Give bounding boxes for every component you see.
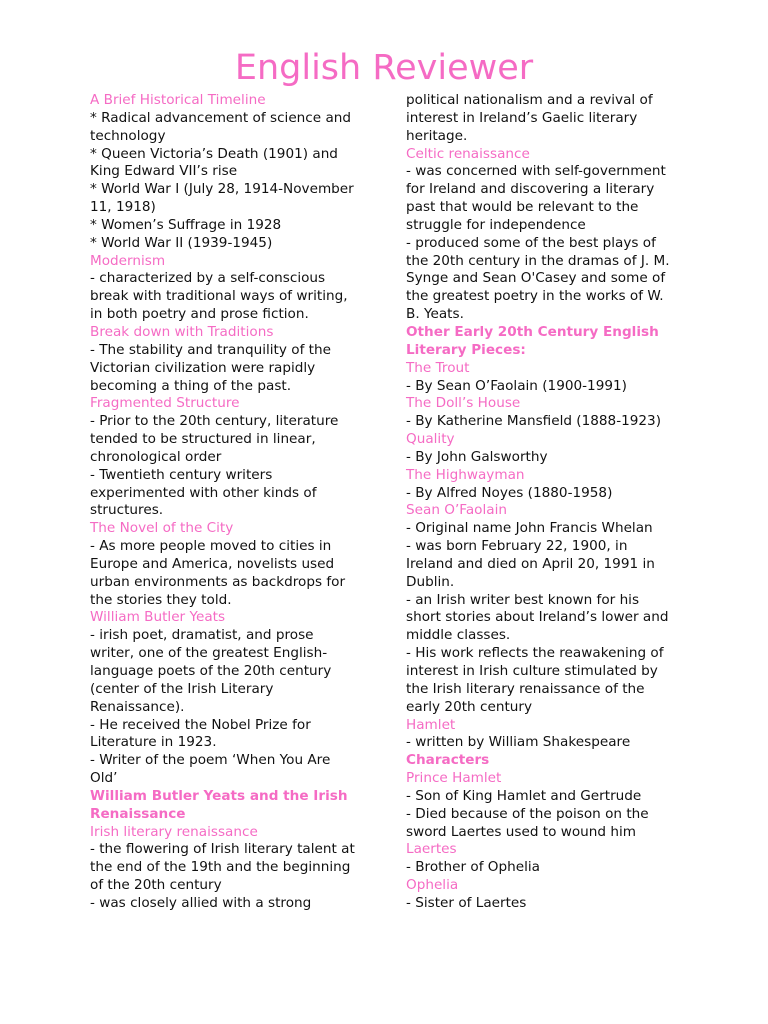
subheading: Break down with Traditions xyxy=(90,323,274,340)
body-text-line: - characterized by a self-conscious xyxy=(90,270,326,287)
body-text-line: Synge and Sean O'Casey and some of xyxy=(406,270,666,287)
body-text-line: - written by William Shakespeare xyxy=(406,734,631,751)
subheading: Quality xyxy=(406,431,455,448)
body-text-line: short stories about Ireland’s lower and xyxy=(406,609,669,626)
body-text-line: - was concerned with self-government xyxy=(406,163,666,180)
body-text-line: the 20th century in the dramas of J. M. xyxy=(406,252,670,269)
subheading: Ophelia xyxy=(406,877,459,894)
body-text-line: Ireland and died on April 20, 1991 in xyxy=(406,555,655,572)
body-text-line: middle classes. xyxy=(406,627,511,644)
body-text-line: - His work reflects the reawakening of xyxy=(406,645,664,662)
body-text-line: - By John Galsworthy xyxy=(406,448,548,465)
section-heading: Characters xyxy=(406,752,490,769)
subheading: The Highwayman xyxy=(406,466,525,483)
body-text-line: - irish poet, dramatist, and prose xyxy=(90,627,314,644)
body-text-line: * World War II (1939-1945) xyxy=(90,234,273,251)
body-text-line: - Twentieth century writers xyxy=(90,466,273,483)
body-text-line: Victorian civilization were rapidly xyxy=(90,359,316,376)
body-text-line: tended to be structured in linear, xyxy=(90,431,316,448)
body-text-line: - By Sean O’Faolain (1900-1991) xyxy=(406,377,627,394)
body-text-line: writer, one of the greatest English- xyxy=(90,645,328,662)
subheading: The Doll’s House xyxy=(406,395,521,412)
section-heading: Literary Pieces: xyxy=(406,341,526,358)
subheading: Irish literary renaissance xyxy=(90,823,258,840)
subheading: The Trout xyxy=(406,359,470,376)
body-text-line: - was born February 22, 1900, in xyxy=(406,538,628,555)
body-text-line: - Brother of Ophelia xyxy=(406,859,540,876)
body-text-line: - Son of King Hamlet and Gertrude xyxy=(406,787,642,804)
subheading: William Butler Yeats xyxy=(90,609,226,626)
body-text-line: the end of the 19th and the beginning xyxy=(90,859,351,876)
body-text-line: - Sister of Laertes xyxy=(406,894,527,911)
body-text-line: struggle for independence xyxy=(406,216,586,233)
body-text-line: experimented with other kinds of xyxy=(90,484,317,501)
body-text-line: - Original name John Francis Whelan xyxy=(406,520,653,537)
body-text-line: Old’ xyxy=(90,770,118,787)
body-text-line: Literature in 1923. xyxy=(90,734,217,751)
body-text-line: - By Alfred Noyes (1880-1958) xyxy=(406,484,613,501)
body-text-line: technology xyxy=(90,127,166,144)
subheading: The Novel of the City xyxy=(90,520,234,537)
body-text-line: structures. xyxy=(90,502,164,519)
body-text-line: heritage. xyxy=(406,127,468,144)
body-text-line: of the 20th century xyxy=(90,877,222,894)
body-text-line: - Died because of the poison on the xyxy=(406,805,649,822)
body-text-line: King Edward VII’s rise xyxy=(90,163,238,180)
body-text-line: the stories they told. xyxy=(90,591,232,608)
body-text-line: - As more people moved to cities in xyxy=(90,538,332,555)
subheading: Fragmented Structure xyxy=(90,395,240,412)
body-text-line: - produced some of the best plays of xyxy=(406,234,656,251)
body-text-line: B. Yeats. xyxy=(406,306,464,323)
body-text-line: * Queen Victoria’s Death (1901) and xyxy=(90,145,338,162)
body-text-line: in both poetry and prose fiction. xyxy=(90,306,309,323)
body-text-line: sword Laertes used to wound him xyxy=(406,823,636,840)
body-text-line: break with traditional ways of writing, xyxy=(90,288,348,305)
body-text-line: political nationalism and a revival of xyxy=(406,92,653,108)
body-text-line: Europe and America, novelists used xyxy=(90,555,335,572)
body-text-line: becoming a thing of the past. xyxy=(90,377,292,394)
body-text-line: early 20th century xyxy=(406,698,533,715)
subheading: Prince Hamlet xyxy=(406,770,502,787)
body-text-line: - an Irish writer best known for his xyxy=(406,591,640,608)
body-text-line: - Prior to the 20th century, literature xyxy=(90,413,339,430)
subheading: Celtic renaissance xyxy=(406,145,530,162)
body-text-line: - By Katherine Mansfield (1888-1923) xyxy=(406,413,662,430)
page-title: English Reviewer xyxy=(234,48,534,88)
body-text-line: interest in Irish culture stimulated by xyxy=(406,663,658,679)
body-text-line: - was closely allied with a strong xyxy=(90,894,312,911)
subheading: A Brief Historical Timeline xyxy=(90,92,266,108)
body-text-line: * World War I (July 28, 1914-November xyxy=(90,181,354,198)
body-text-line: Renaissance). xyxy=(90,698,185,715)
body-text-line: chronological order xyxy=(90,448,222,465)
left-column xyxy=(90,92,380,913)
body-text-line: (center of the Irish Literary xyxy=(90,680,274,697)
subheading: Modernism xyxy=(90,252,166,269)
body-text-line: * Women’s Suffrage in 1928 xyxy=(90,216,282,233)
section-heading: Renaissance xyxy=(90,805,186,822)
body-text-line: for Ireland and discovering a literary xyxy=(406,181,655,198)
subheading: Hamlet xyxy=(406,716,456,733)
subheading: Laertes xyxy=(406,841,457,858)
body-text-line: the Irish literary renaissance of the xyxy=(406,680,645,697)
body-text-line: 11, 1918) xyxy=(90,199,156,216)
body-text-line: urban environments as backdrops for xyxy=(90,573,346,590)
body-text-line: Dublin. xyxy=(406,573,455,590)
body-text-line: - Writer of the poem ‘When You Are xyxy=(90,752,331,769)
body-text-line: - He received the Nobel Prize for xyxy=(90,716,311,733)
subheading: Sean O’Faolain xyxy=(406,502,507,519)
right-column xyxy=(406,92,696,913)
body-text-line: interest in Ireland’s Gaelic literary xyxy=(406,109,638,126)
body-text-line: - the flowering of Irish literary talent at xyxy=(90,841,355,858)
body-text-line: - The stability and tranquility of the xyxy=(90,341,331,358)
section-heading: Other Early 20th Century English xyxy=(406,323,659,340)
body-text-line: language poets of the 20th century xyxy=(90,663,332,679)
section-heading: William Butler Yeats and the Irish xyxy=(90,787,348,804)
body-text-line: the greatest poetry in the works of W. xyxy=(406,288,664,305)
body-text-line: * Radical advancement of science and xyxy=(90,109,352,126)
body-text-line: past that would be relevant to the xyxy=(406,199,639,216)
